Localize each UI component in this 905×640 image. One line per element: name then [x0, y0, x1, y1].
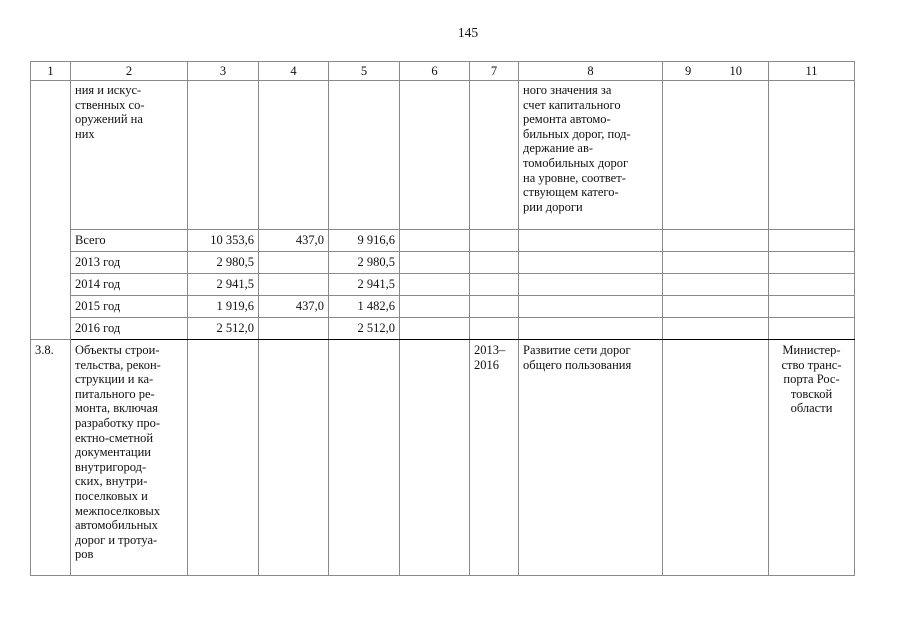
program-table — [30, 61, 855, 576]
header-col-1: 1 — [31, 62, 71, 81]
table-header-row — [31, 62, 855, 81]
continuation-col-3 — [188, 81, 259, 230]
item-col-3 — [188, 340, 259, 576]
finance-label: 2016 год — [71, 318, 188, 340]
finance-col-6 — [400, 252, 470, 274]
continuation-number-cell — [31, 81, 71, 340]
continuation-col-7 — [470, 81, 519, 230]
finance-row-2015 — [31, 296, 855, 318]
finance-col-4 — [259, 274, 329, 296]
finance-row-total — [31, 230, 855, 252]
finance-col-8 — [519, 296, 663, 318]
finance-col-5: 2 941,5 — [329, 274, 400, 296]
header-col-2: 2 — [71, 62, 188, 81]
item-row-3-8 — [31, 340, 855, 576]
continuation-row — [31, 81, 855, 230]
finance-col-4: 437,0 — [259, 230, 329, 252]
finance-col-7 — [470, 274, 519, 296]
finance-col-11 — [769, 274, 855, 296]
finance-col-8 — [519, 230, 663, 252]
finance-col-11 — [769, 230, 855, 252]
finance-col-6 — [400, 318, 470, 340]
finance-row-2013 — [31, 252, 855, 274]
finance-col-3: 1 919,6 — [188, 296, 259, 318]
finance-col-4: 437,0 — [259, 296, 329, 318]
continuation-col-4 — [259, 81, 329, 230]
finance-col-9-10 — [663, 252, 769, 274]
finance-col-3: 2 980,5 — [188, 252, 259, 274]
finance-col-6 — [400, 296, 470, 318]
finance-col-7 — [470, 252, 519, 274]
header-col-3: 3 — [188, 62, 259, 81]
finance-col-3: 2 941,5 — [188, 274, 259, 296]
header-col-5: 5 — [329, 62, 400, 81]
finance-label: 2013 год — [71, 252, 188, 274]
finance-row-2016 — [31, 318, 855, 340]
finance-label: Всего — [71, 230, 188, 252]
item-col-6 — [400, 340, 470, 576]
finance-col-11 — [769, 318, 855, 340]
header-col-9-10 — [663, 62, 769, 81]
header-col-6: 6 — [400, 62, 470, 81]
finance-label: 2015 год — [71, 296, 188, 318]
finance-col-9-10 — [663, 296, 769, 318]
finance-col-5: 2 512,0 — [329, 318, 400, 340]
continuation-name-cell: ния и искус- ственных со- оружений на них — [71, 81, 188, 230]
finance-col-9-10 — [663, 274, 769, 296]
item-executor: Министер- ство транс- порта Рос- товской области — [769, 340, 855, 576]
finance-col-6 — [400, 230, 470, 252]
finance-col-11 — [769, 252, 855, 274]
item-col-9-10 — [663, 340, 769, 576]
item-col-4 — [259, 340, 329, 576]
finance-col-9-10 — [663, 318, 769, 340]
item-result: Развитие сети дорог общего пользования — [519, 340, 663, 576]
continuation-result-cell: ного значения за счет капитального ремонта автомо- бильных дорог, под- держание ав- томобильных дорог на уровне, соответ- ствующем катего- рии дороги — [519, 81, 663, 230]
finance-col-4 — [259, 252, 329, 274]
finance-col-3: 10 353,6 — [188, 230, 259, 252]
finance-col-5: 9 916,6 — [329, 230, 400, 252]
finance-col-7 — [470, 296, 519, 318]
continuation-col-11 — [769, 81, 855, 230]
continuation-col-6 — [400, 81, 470, 230]
header-col-4: 4 — [259, 62, 329, 81]
item-col-5 — [329, 340, 400, 576]
finance-col-7 — [470, 318, 519, 340]
header-col-9: 9 — [685, 63, 692, 78]
finance-col-7 — [470, 230, 519, 252]
finance-col-8 — [519, 318, 663, 340]
item-period: 2013– 2016 — [470, 340, 519, 576]
finance-col-9-10 — [663, 230, 769, 252]
header-col-8: 8 — [519, 62, 663, 81]
finance-col-8 — [519, 252, 663, 274]
continuation-col-9-10 — [663, 81, 769, 230]
continuation-col-5 — [329, 81, 400, 230]
finance-label: 2014 год — [71, 274, 188, 296]
header-col-10: 10 — [729, 63, 742, 78]
finance-row-2014 — [31, 274, 855, 296]
finance-col-8 — [519, 274, 663, 296]
item-number: 3.8. — [31, 340, 71, 576]
finance-col-5: 2 980,5 — [329, 252, 400, 274]
page-number: 145 — [457, 25, 479, 40]
finance-col-3: 2 512,0 — [188, 318, 259, 340]
item-name: Объекты строи- тельства, рекон- струкции и ка- питального ре- монта, включая разработку про- ектно-сметной документации внутригород- ских, внутри- поселковых и межпоселковых автомобильных дорог и тротуа- ров — [71, 340, 188, 576]
finance-col-5: 1 482,6 — [329, 296, 400, 318]
finance-col-11 — [769, 296, 855, 318]
header-col-11: 11 — [769, 62, 855, 81]
finance-col-4 — [259, 318, 329, 340]
header-col-7: 7 — [470, 62, 519, 81]
finance-col-6 — [400, 274, 470, 296]
